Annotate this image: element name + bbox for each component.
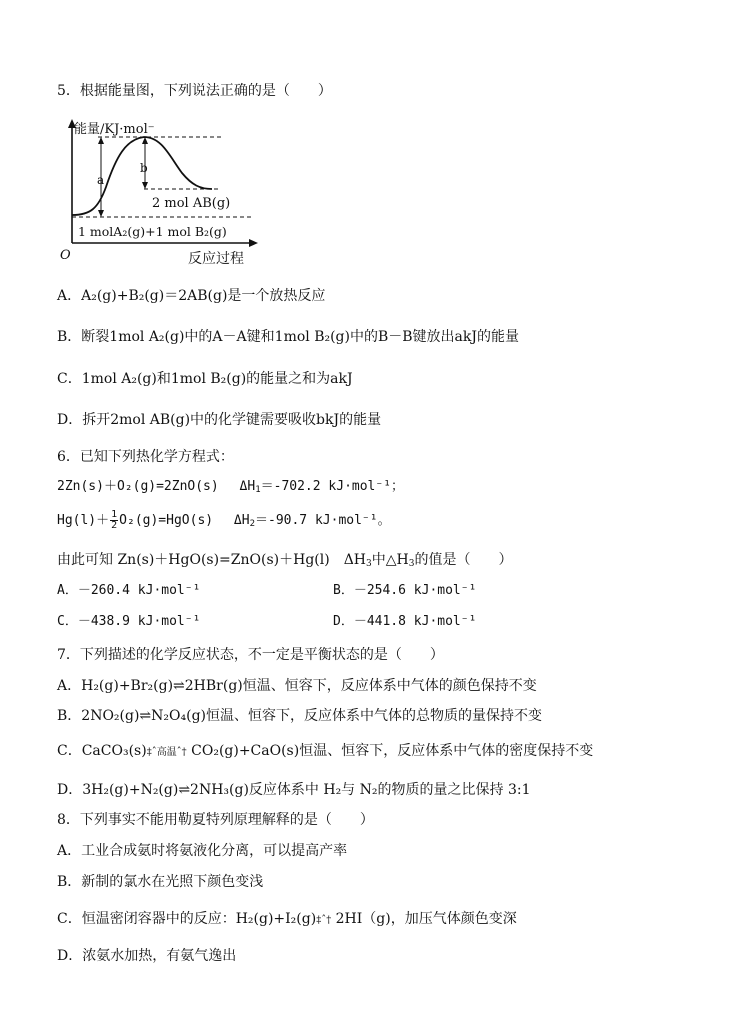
label-b: b: [140, 161, 148, 175]
product-label: 2 mol AB(g): [152, 196, 231, 211]
q7-stem: 7．下列描述的化学反应状态，不一定是平衡状态的是（ ）: [57, 647, 444, 663]
origin-label: O: [60, 248, 71, 263]
q5-option-a: A．A₂(g)+B₂(g)＝2AB(g)是一个放热反应: [57, 288, 326, 304]
q5-option-b: B．断裂1mol A₂(g)中的A－A键和1mol B₂(g)中的B－B键放出akJ的能量: [57, 329, 519, 345]
q5-option-d: D．拆开2mol AB(g)中的化学键需要吸收bkJ的能量: [57, 412, 382, 428]
y-axis-label: 能量/KJ·mol⁻: [74, 122, 155, 137]
q8-option-d: D．浓氨水加热，有氨气逸出: [57, 948, 237, 964]
q7-option-d: D．3H₂(g)+N₂(g)⇌2NH₃(g)反应体系中 H₂与 N₂的物质的量之比保持 3:1: [57, 782, 531, 798]
q8-option-a: A．工业合成氨时将氨液化分离，可以提高产率: [57, 843, 348, 859]
q6-stem: 6．已知下列热化学方程式：: [57, 449, 234, 465]
q7-option-b: B．2NO₂(g)⇌N₂O₄(g)恒温、恒容下，反应体系中气体的总物质的量保持不变: [57, 708, 542, 724]
q6-option-c: C．－438.9 kJ·mol⁻¹: [57, 614, 201, 629]
q6-option-a: A．－260.4 kJ·mol⁻¹: [57, 583, 201, 598]
q5-option-c: C．1mol A₂(g)和1mol B₂(g)的能量之和为akJ: [57, 371, 353, 387]
reactant-label: 1 molA₂(g)+1 mol B₂(g): [78, 224, 227, 239]
q8-option-b: B．新制的氯水在光照下颜色变浅: [57, 874, 264, 890]
q8-option-c: C．恒温密闭容器中的反应：H₂(g)+I₂(g)‡ˆ† 2HI（g)，加压气体颜色变深: [57, 911, 517, 927]
x-axis-arrow: [249, 239, 258, 247]
energy-diagram: [58, 117, 268, 269]
q6-question: 由此可知 Zn(s)＋HgO(s)=ZnO(s)＋Hg(l) $\Delta H_3$中$\triangle H_3$的值是（ ）: [57, 552, 513, 569]
q7-option-a: A．H₂(g)+Br₂(g)⇌2HBr(g)恒温、恒容下，反应体系中气体的颜色保持不变: [57, 678, 537, 694]
q7-option-c: C．CaCO₃(s)‡ˆ高温ˆ† CO₂(g)+CaO(s)恒温、恒容下，反应体系中气体的密度保持不变: [57, 743, 594, 759]
q6-equation-2: Hg(l)＋ $\frac{1}{2}$ O₂(g)=HgO(s) $\Delta H_2=-90.7$ kJ·mol⁻¹。: [57, 509, 391, 531]
q8-stem: 8．下列事实不能用勒夏特列原理解释的是（ ）: [57, 812, 374, 828]
x-axis-label: 反应过程: [188, 251, 244, 267]
label-a: a: [97, 173, 105, 187]
q6-option-b: B．－254.6 kJ·mol⁻¹: [333, 583, 477, 598]
q6-option-d: D．－441.8 kJ·mol⁻¹: [333, 614, 477, 629]
q6-equation-1: 2Zn(s)＋O₂(g)=2ZnO(s) $\Delta H_1=-702.2$ kJ·mol⁻¹；: [57, 479, 405, 495]
q5-stem: 5．根据能量图，下列说法正确的是（ ）: [57, 83, 332, 99]
